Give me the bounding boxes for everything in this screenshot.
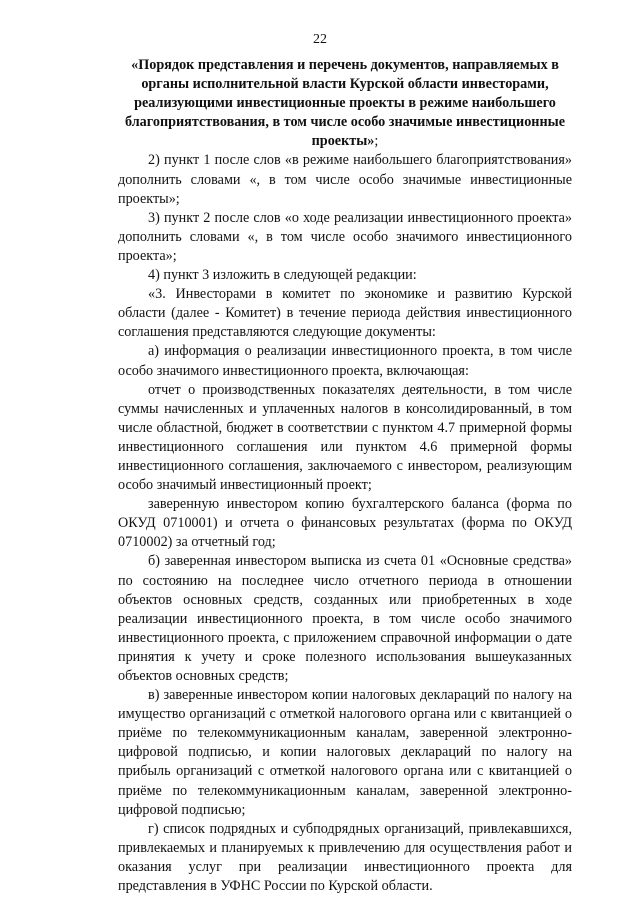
paragraph-subitem-b: б) заверенная инвестором выписка из счета 01 «Основные средства» по состоянию на последнее число отчетного периода в отношении объектов основных средств, созданных или приобретенных в ходе реализации инвестиционного проекта, в том числе особо значимого инвестиционного проекта, с приложением справочной информации о дате принятия к учету и сроке полезного использования вышеуказанных объектов основных средств; [118, 553, 572, 684]
paragraph-subitem-v: в) заверенные инвестором копии налоговых деклараций по налогу на имущество организаций с отметкой налогового органа или с квитанцией о приёме по телекоммуникационным каналам, заверенной электронно-цифровой подписью, и копии налоговых деклараций по налогу на прибыль организаций с отметкой налогового органа или с квитанцией о приёме по телекоммуникационным каналам, заверенной электронно-цифровой подписью; [118, 687, 572, 818]
section-heading-title: «Порядок представления и перечень документов, направляемых в органы исполнительной власти Курской области инвесторами, реализующими инвестиционные проекты в режиме наибольшего благоприятствования, в том числе особо значимые инвестиционные проекты» [124, 57, 566, 150]
section-heading-tail: ; [374, 133, 379, 150]
paragraph-item-3: 3) пункт 2 после слов «о ходе реализации инвестиционного проекта» дополнить словами «, в том числе особо значимого инвестиционного проекта»; [118, 209, 572, 264]
paragraph-production-report: отчет о производственных показателях деятельности, в том числе суммы начисленных и уплаченных налогов в консолидированный, в том числе областной, бюджет в соответствии с пунктом 4.7 примерной формы инвестиционного соглашения или пунктом 4.6 примерной формы инвестиционного соглашения, заключаемого с инвестором, реализующим особо значимый инвестиционный проект; [118, 381, 572, 494]
section-heading [118, 56, 572, 151]
paragraph-subitem-a: а) информация о реализации инвестиционного проекта, в том числе особо значимого инвестиционного проекта, включающая: [118, 343, 572, 379]
document-body [118, 56, 572, 896]
paragraph-point-3: «3. Инвесторами в комитет по экономике и развитию Курской области (далее - Комитет) в течение периода действия инвестиционного соглашения представляются следующие документы: [118, 286, 572, 341]
paragraph-balance-copy: заверенную инвестором копию бухгалтерского баланса (форма по ОКУД 0710001) и отчета о финансовых результатах (форма по ОКУД 0710002) за отчетный год; [118, 496, 572, 551]
paragraph-item-4: 4) пункт 3 изложить в следующей редакции: [148, 267, 417, 284]
page-number: 22 [313, 32, 327, 47]
paragraph-subitem-g: г) список подрядных и субподрядных организаций, привлекавшихся, привлекаемых и планируемых к привлечению для осуществления работ и оказания услуг при реализации инвестиционного проекта для представления в УФНС России по Курской области. [118, 820, 572, 895]
paragraph-item-2: 2) пункт 1 после слов «в режиме наибольшего благоприятствования» дополнить словами «, в том числе особо значимые инвестиционные проекты»; [118, 152, 572, 207]
